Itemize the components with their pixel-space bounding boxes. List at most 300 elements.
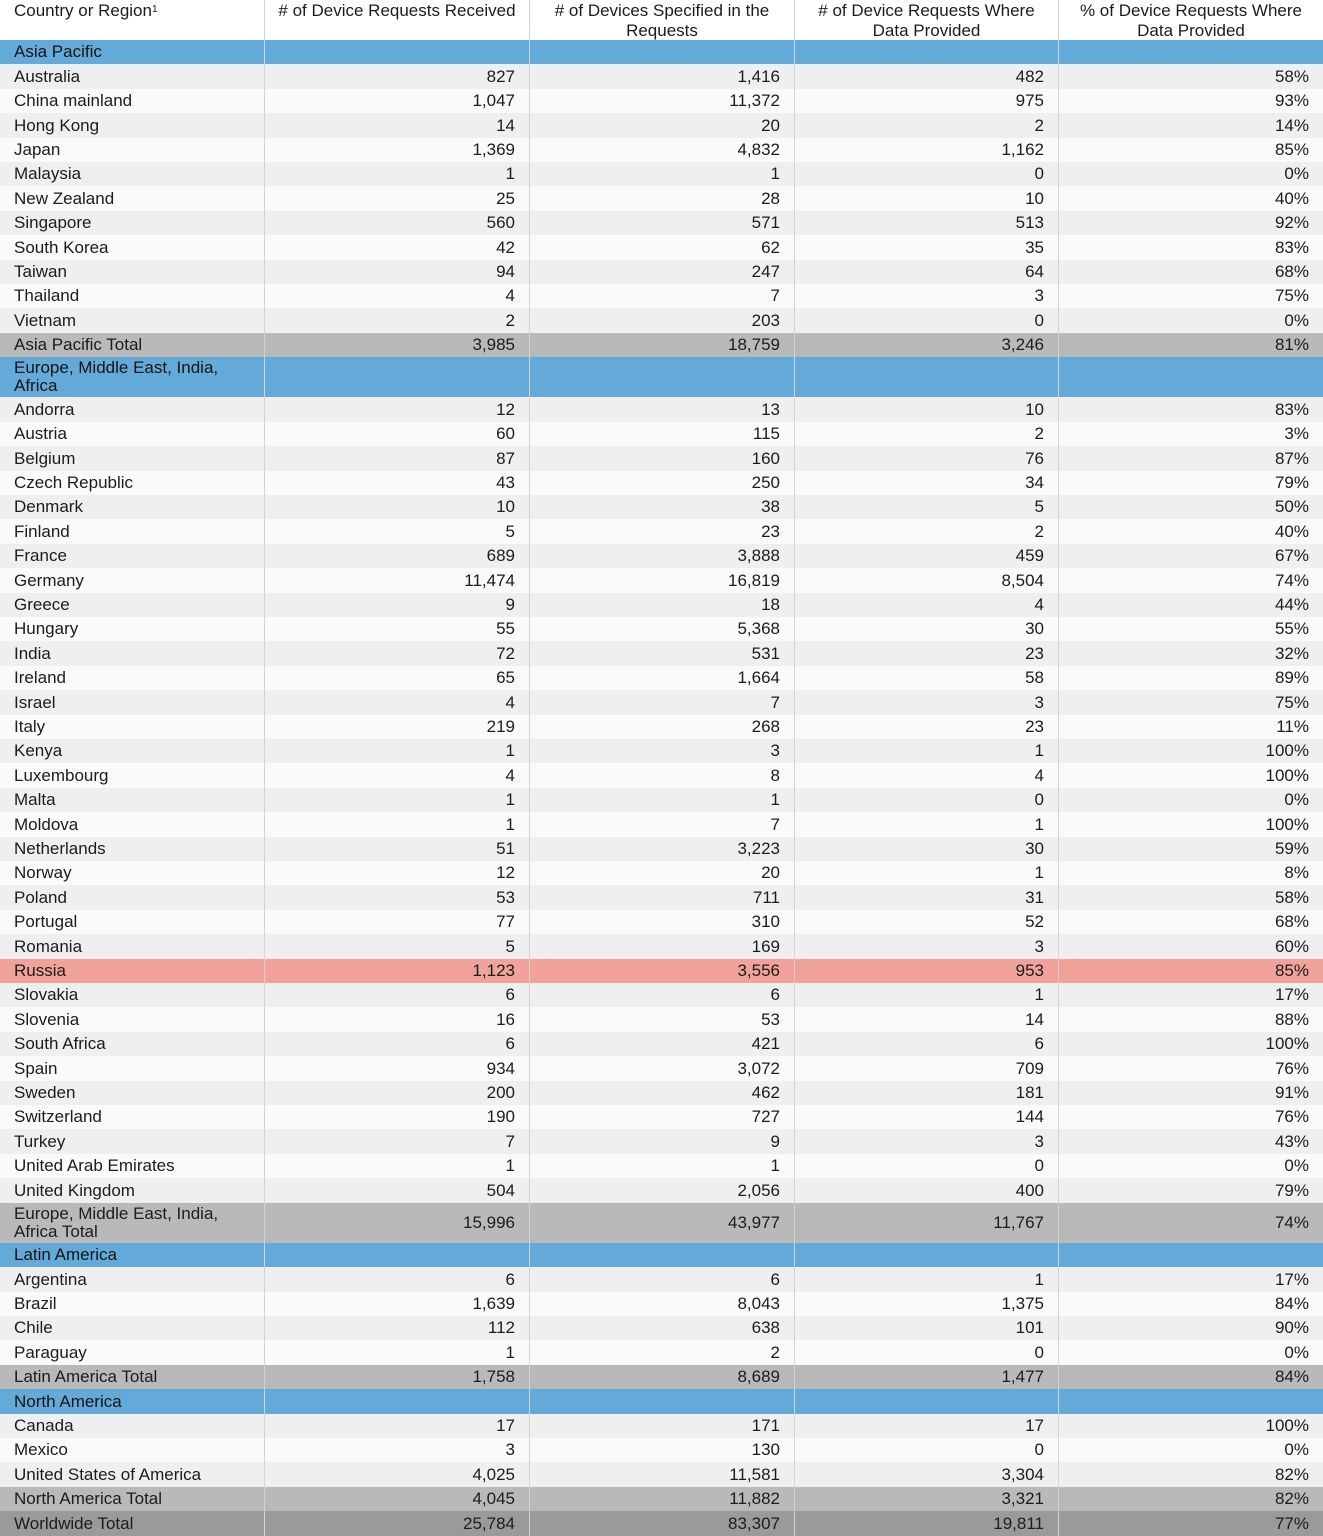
value-cell: 1	[795, 1267, 1059, 1291]
table-row	[0, 861, 1323, 885]
value-cell: 55%	[1059, 617, 1323, 641]
value-cell: 100%	[1059, 739, 1323, 763]
row-label-cell: Mexico	[0, 1438, 265, 1462]
value-cell: 0%	[1059, 162, 1323, 186]
table-row	[0, 162, 1323, 186]
row-label-cell: New Zealand	[0, 186, 265, 210]
table-row	[0, 519, 1323, 543]
value-cell: 14%	[1059, 113, 1323, 137]
value-cell: 40%	[1059, 519, 1323, 543]
row-label-cell: India	[0, 641, 265, 665]
row-label-cell: Netherlands	[0, 837, 265, 861]
value-cell	[1059, 40, 1323, 64]
value-cell: 3,223	[530, 837, 795, 861]
row-label-cell: United Arab Emirates	[0, 1154, 265, 1178]
table-row	[0, 64, 1323, 88]
table-row	[0, 715, 1323, 739]
row-label-cell: Argentina	[0, 1267, 265, 1291]
table-row	[0, 617, 1323, 641]
row-label-cell: Greece	[0, 593, 265, 617]
value-cell: 43%	[1059, 1129, 1323, 1153]
value-cell: 84%	[1059, 1365, 1323, 1389]
row-label-cell: Norway	[0, 861, 265, 885]
table-row	[0, 422, 1323, 446]
row-label-cell: Romania	[0, 934, 265, 958]
value-cell: 74%	[1059, 1203, 1323, 1243]
column-header-country-label: Country or Region	[14, 1, 152, 20]
value-cell: 16,819	[530, 568, 795, 592]
value-cell: 23	[795, 641, 1059, 665]
value-cell: 5,368	[530, 617, 795, 641]
row-label-cell: Thailand	[0, 284, 265, 308]
table-row	[0, 235, 1323, 259]
value-cell: 2	[795, 519, 1059, 543]
row-label-cell: Spain	[0, 1056, 265, 1080]
table-row	[0, 113, 1323, 137]
value-cell: 0%	[1059, 308, 1323, 332]
value-cell: 7	[265, 1129, 530, 1153]
value-cell: 14	[795, 1007, 1059, 1031]
value-cell: 53	[265, 885, 530, 909]
value-cell: 1,123	[265, 959, 530, 983]
value-cell: 30	[795, 617, 1059, 641]
value-cell: 3,556	[530, 959, 795, 983]
table-row	[0, 641, 1323, 665]
value-cell: 1	[795, 812, 1059, 836]
value-cell: 181	[795, 1081, 1059, 1105]
value-cell: 1,162	[795, 138, 1059, 162]
value-cell: 0	[795, 162, 1059, 186]
value-cell: 35	[795, 235, 1059, 259]
value-cell: 82%	[1059, 1487, 1323, 1511]
value-cell: 76%	[1059, 1105, 1323, 1129]
table-row	[0, 1105, 1323, 1129]
value-cell: 15,996	[265, 1203, 530, 1243]
table-row	[0, 284, 1323, 308]
value-cell: 11,372	[530, 89, 795, 113]
value-cell: 83%	[1059, 235, 1323, 259]
value-cell: 13	[530, 397, 795, 421]
value-cell	[795, 40, 1059, 64]
value-cell: 0%	[1059, 1438, 1323, 1462]
value-cell: 9	[530, 1129, 795, 1153]
row-label-cell: Hong Kong	[0, 113, 265, 137]
value-cell: 1	[795, 739, 1059, 763]
value-cell: 1	[530, 162, 795, 186]
value-cell: 169	[530, 934, 795, 958]
value-cell: 87%	[1059, 446, 1323, 470]
table-row	[0, 1056, 1323, 1080]
value-cell: 504	[265, 1178, 530, 1202]
table-row	[0, 837, 1323, 861]
table-row	[0, 1462, 1323, 1486]
value-cell: 1,416	[530, 64, 795, 88]
value-cell: 55	[265, 617, 530, 641]
column-header-country	[0, 0, 265, 40]
value-cell: 711	[530, 885, 795, 909]
value-cell: 200	[265, 1081, 530, 1105]
value-cell: 2,056	[530, 1178, 795, 1202]
row-label-cell: Europe, Middle East, India, Africa Total	[0, 1203, 265, 1243]
value-cell: 38	[530, 495, 795, 519]
value-cell: 59%	[1059, 837, 1323, 861]
value-cell: 44%	[1059, 593, 1323, 617]
table-body	[0, 40, 1323, 1536]
value-cell: 2	[795, 113, 1059, 137]
value-cell: 75%	[1059, 284, 1323, 308]
value-cell: 34	[795, 471, 1059, 495]
row-label-cell: Taiwan	[0, 260, 265, 284]
value-cell: 0	[795, 788, 1059, 812]
value-cell: 268	[530, 715, 795, 739]
table-row	[0, 763, 1323, 787]
row-label-cell: Latin America	[0, 1243, 265, 1267]
value-cell: 16	[265, 1007, 530, 1031]
value-cell	[265, 40, 530, 64]
value-cell: 93%	[1059, 89, 1323, 113]
row-label-cell: Chile	[0, 1316, 265, 1340]
row-label-cell: Germany	[0, 568, 265, 592]
value-cell: 75%	[1059, 690, 1323, 714]
value-cell: 1,758	[265, 1365, 530, 1389]
value-cell: 3,888	[530, 544, 795, 568]
value-cell: 19,811	[795, 1511, 1059, 1535]
value-cell: 1	[265, 1154, 530, 1178]
value-cell: 1	[265, 1340, 530, 1364]
value-cell: 43,977	[530, 1203, 795, 1243]
value-cell: 17%	[1059, 983, 1323, 1007]
value-cell: 7	[530, 284, 795, 308]
section-header-row	[0, 357, 1323, 397]
value-cell: 513	[795, 211, 1059, 235]
row-label-cell: Latin America Total	[0, 1365, 265, 1389]
value-cell: 17	[265, 1414, 530, 1438]
table-header-row	[0, 0, 1323, 40]
value-cell	[530, 357, 795, 397]
row-label-cell: Vietnam	[0, 308, 265, 332]
value-cell: 1	[530, 788, 795, 812]
row-label-cell: United States of America	[0, 1462, 265, 1486]
value-cell: 7	[530, 812, 795, 836]
table-row	[0, 397, 1323, 421]
value-cell: 6	[530, 983, 795, 1007]
value-cell: 482	[795, 64, 1059, 88]
table-row	[0, 308, 1323, 332]
value-cell: 3,985	[265, 333, 530, 357]
table-row	[0, 1414, 1323, 1438]
value-cell: 28	[530, 186, 795, 210]
value-cell: 14	[265, 113, 530, 137]
value-cell: 51	[265, 837, 530, 861]
value-cell: 6	[265, 1032, 530, 1056]
row-label-cell: Andorra	[0, 397, 265, 421]
value-cell: 43	[265, 471, 530, 495]
value-cell: 2	[265, 308, 530, 332]
value-cell: 20	[530, 113, 795, 137]
value-cell: 400	[795, 1178, 1059, 1202]
table-row	[0, 89, 1323, 113]
column-header-requests-received: # of Device Requests Received	[265, 0, 530, 40]
value-cell: 8,043	[530, 1292, 795, 1316]
table-row	[0, 138, 1323, 162]
value-cell	[530, 1243, 795, 1267]
row-label-cell: Japan	[0, 138, 265, 162]
value-cell: 1	[265, 162, 530, 186]
value-cell: 112	[265, 1316, 530, 1340]
value-cell: 84%	[1059, 1292, 1323, 1316]
value-cell: 77%	[1059, 1511, 1323, 1535]
value-cell: 18	[530, 593, 795, 617]
value-cell: 4	[265, 690, 530, 714]
value-cell: 3,321	[795, 1487, 1059, 1511]
table-row	[0, 1032, 1323, 1056]
table-row	[0, 1154, 1323, 1178]
value-cell: 0	[795, 1438, 1059, 1462]
value-cell: 88%	[1059, 1007, 1323, 1031]
value-cell: 17	[795, 1414, 1059, 1438]
value-cell: 72	[265, 641, 530, 665]
value-cell: 4	[265, 284, 530, 308]
value-cell: 11%	[1059, 715, 1323, 739]
subtotal-row	[0, 1487, 1323, 1511]
row-label-cell: Worldwide Total	[0, 1511, 265, 1535]
table-row	[0, 495, 1323, 519]
row-label-cell: South Korea	[0, 235, 265, 259]
value-cell: 91%	[1059, 1081, 1323, 1105]
table-row	[0, 788, 1323, 812]
value-cell	[265, 1243, 530, 1267]
value-cell: 58%	[1059, 885, 1323, 909]
value-cell: 1,664	[530, 666, 795, 690]
value-cell: 17%	[1059, 1267, 1323, 1291]
section-header-row	[0, 40, 1323, 64]
value-cell: 100%	[1059, 763, 1323, 787]
row-label-cell: Moldova	[0, 812, 265, 836]
value-cell: 0	[795, 308, 1059, 332]
value-cell: 8%	[1059, 861, 1323, 885]
table-row	[0, 812, 1323, 836]
value-cell	[530, 40, 795, 64]
value-cell: 3	[795, 690, 1059, 714]
value-cell: 219	[265, 715, 530, 739]
value-cell: 1,477	[795, 1365, 1059, 1389]
value-cell: 94	[265, 260, 530, 284]
value-cell: 3	[795, 934, 1059, 958]
value-cell: 3	[530, 739, 795, 763]
value-cell: 3,304	[795, 1462, 1059, 1486]
table-row	[0, 471, 1323, 495]
value-cell	[1059, 357, 1323, 397]
value-cell: 2	[530, 1340, 795, 1364]
value-cell: 87	[265, 446, 530, 470]
value-cell: 4,045	[265, 1487, 530, 1511]
value-cell: 3,246	[795, 333, 1059, 357]
value-cell: 100%	[1059, 1414, 1323, 1438]
subtotal-row	[0, 1365, 1323, 1389]
value-cell: 190	[265, 1105, 530, 1129]
row-label-cell: Italy	[0, 715, 265, 739]
column-header-percent-data-provided: % of Device Requests Where Data Provided	[1059, 0, 1323, 40]
value-cell: 4	[795, 763, 1059, 787]
row-label-cell: China mainland	[0, 89, 265, 113]
row-label-cell: Switzerland	[0, 1105, 265, 1129]
value-cell: 60%	[1059, 934, 1323, 958]
value-cell: 31	[795, 885, 1059, 909]
value-cell: 1	[265, 788, 530, 812]
value-cell: 9	[265, 593, 530, 617]
table-row	[0, 910, 1323, 934]
value-cell: 11,882	[530, 1487, 795, 1511]
table-row	[0, 1081, 1323, 1105]
value-cell: 79%	[1059, 471, 1323, 495]
row-label-cell: North America	[0, 1389, 265, 1413]
table-row	[0, 666, 1323, 690]
value-cell: 11,581	[530, 1462, 795, 1486]
value-cell	[1059, 1389, 1323, 1413]
value-cell: 3%	[1059, 422, 1323, 446]
value-cell: 247	[530, 260, 795, 284]
table-row	[0, 690, 1323, 714]
value-cell: 58%	[1059, 64, 1323, 88]
row-label-cell: France	[0, 544, 265, 568]
value-cell	[1059, 1243, 1323, 1267]
value-cell: 975	[795, 89, 1059, 113]
table-row	[0, 1129, 1323, 1153]
value-cell: 50%	[1059, 495, 1323, 519]
value-cell: 79%	[1059, 1178, 1323, 1202]
value-cell: 1,047	[265, 89, 530, 113]
value-cell: 11,474	[265, 568, 530, 592]
value-cell: 101	[795, 1316, 1059, 1340]
value-cell: 10	[795, 397, 1059, 421]
row-label-cell: North America Total	[0, 1487, 265, 1511]
value-cell: 3,072	[530, 1056, 795, 1080]
section-header-row	[0, 1389, 1323, 1413]
row-label-cell: Sweden	[0, 1081, 265, 1105]
value-cell	[265, 357, 530, 397]
value-cell: 421	[530, 1032, 795, 1056]
value-cell: 160	[530, 446, 795, 470]
value-cell: 6	[265, 983, 530, 1007]
row-label-cell: Ireland	[0, 666, 265, 690]
table-row	[0, 211, 1323, 235]
value-cell: 560	[265, 211, 530, 235]
value-cell: 3	[795, 284, 1059, 308]
value-cell: 68%	[1059, 910, 1323, 934]
value-cell: 5	[265, 519, 530, 543]
value-cell: 0%	[1059, 1340, 1323, 1364]
value-cell: 4	[795, 593, 1059, 617]
value-cell: 85%	[1059, 959, 1323, 983]
value-cell: 934	[265, 1056, 530, 1080]
value-cell	[530, 1389, 795, 1413]
table-row	[0, 593, 1323, 617]
footnote-marker: 1	[151, 4, 158, 15]
row-label-cell: Denmark	[0, 495, 265, 519]
row-label-cell: Slovenia	[0, 1007, 265, 1031]
value-cell: 115	[530, 422, 795, 446]
value-cell: 85%	[1059, 138, 1323, 162]
value-cell: 82%	[1059, 1462, 1323, 1486]
value-cell: 8,504	[795, 568, 1059, 592]
value-cell: 64	[795, 260, 1059, 284]
value-cell	[265, 1389, 530, 1413]
value-cell: 10	[265, 495, 530, 519]
value-cell: 531	[530, 641, 795, 665]
value-cell: 12	[265, 861, 530, 885]
value-cell: 1	[795, 983, 1059, 1007]
row-label-cell: Portugal	[0, 910, 265, 934]
row-label-cell: Paraguay	[0, 1340, 265, 1364]
value-cell: 60	[265, 422, 530, 446]
value-cell: 42	[265, 235, 530, 259]
value-cell: 30	[795, 837, 1059, 861]
value-cell: 20	[530, 861, 795, 885]
table-row	[0, 739, 1323, 763]
value-cell: 10	[795, 186, 1059, 210]
value-cell: 459	[795, 544, 1059, 568]
row-label-cell: Israel	[0, 690, 265, 714]
value-cell: 5	[795, 495, 1059, 519]
table-row	[0, 1316, 1323, 1340]
value-cell: 1	[265, 812, 530, 836]
table-row	[0, 446, 1323, 470]
value-cell: 130	[530, 1438, 795, 1462]
row-label-cell: Singapore	[0, 211, 265, 235]
value-cell: 0	[795, 1154, 1059, 1178]
value-cell: 25	[265, 186, 530, 210]
subtotal-row	[0, 333, 1323, 357]
value-cell: 68%	[1059, 260, 1323, 284]
value-cell: 0	[795, 1340, 1059, 1364]
value-cell	[795, 357, 1059, 397]
table-row	[0, 568, 1323, 592]
value-cell: 89%	[1059, 666, 1323, 690]
table-row	[0, 1438, 1323, 1462]
row-label-cell: Kenya	[0, 739, 265, 763]
value-cell: 4	[265, 763, 530, 787]
value-cell: 100%	[1059, 1032, 1323, 1056]
section-header-row	[0, 1243, 1323, 1267]
value-cell: 58	[795, 666, 1059, 690]
value-cell: 4,025	[265, 1462, 530, 1486]
row-label-cell: Canada	[0, 1414, 265, 1438]
value-cell: 250	[530, 471, 795, 495]
value-cell: 23	[795, 715, 1059, 739]
value-cell: 74%	[1059, 568, 1323, 592]
row-label-cell: Malaysia	[0, 162, 265, 186]
value-cell: 171	[530, 1414, 795, 1438]
value-cell: 2	[795, 422, 1059, 446]
table-row	[0, 1340, 1323, 1364]
value-cell: 1	[265, 739, 530, 763]
value-cell: 77	[265, 910, 530, 934]
value-cell: 81%	[1059, 333, 1323, 357]
table-row	[0, 1267, 1323, 1291]
row-label-cell: South Africa	[0, 1032, 265, 1056]
value-cell: 709	[795, 1056, 1059, 1080]
row-label-cell: Australia	[0, 64, 265, 88]
value-cell: 83,307	[530, 1511, 795, 1535]
row-label-cell: Slovakia	[0, 983, 265, 1007]
value-cell: 65	[265, 666, 530, 690]
row-label-cell: Luxembourg	[0, 763, 265, 787]
worldwide-total-row	[0, 1511, 1323, 1535]
value-cell: 18,759	[530, 333, 795, 357]
value-cell: 571	[530, 211, 795, 235]
value-cell: 83%	[1059, 397, 1323, 421]
value-cell: 7	[530, 690, 795, 714]
